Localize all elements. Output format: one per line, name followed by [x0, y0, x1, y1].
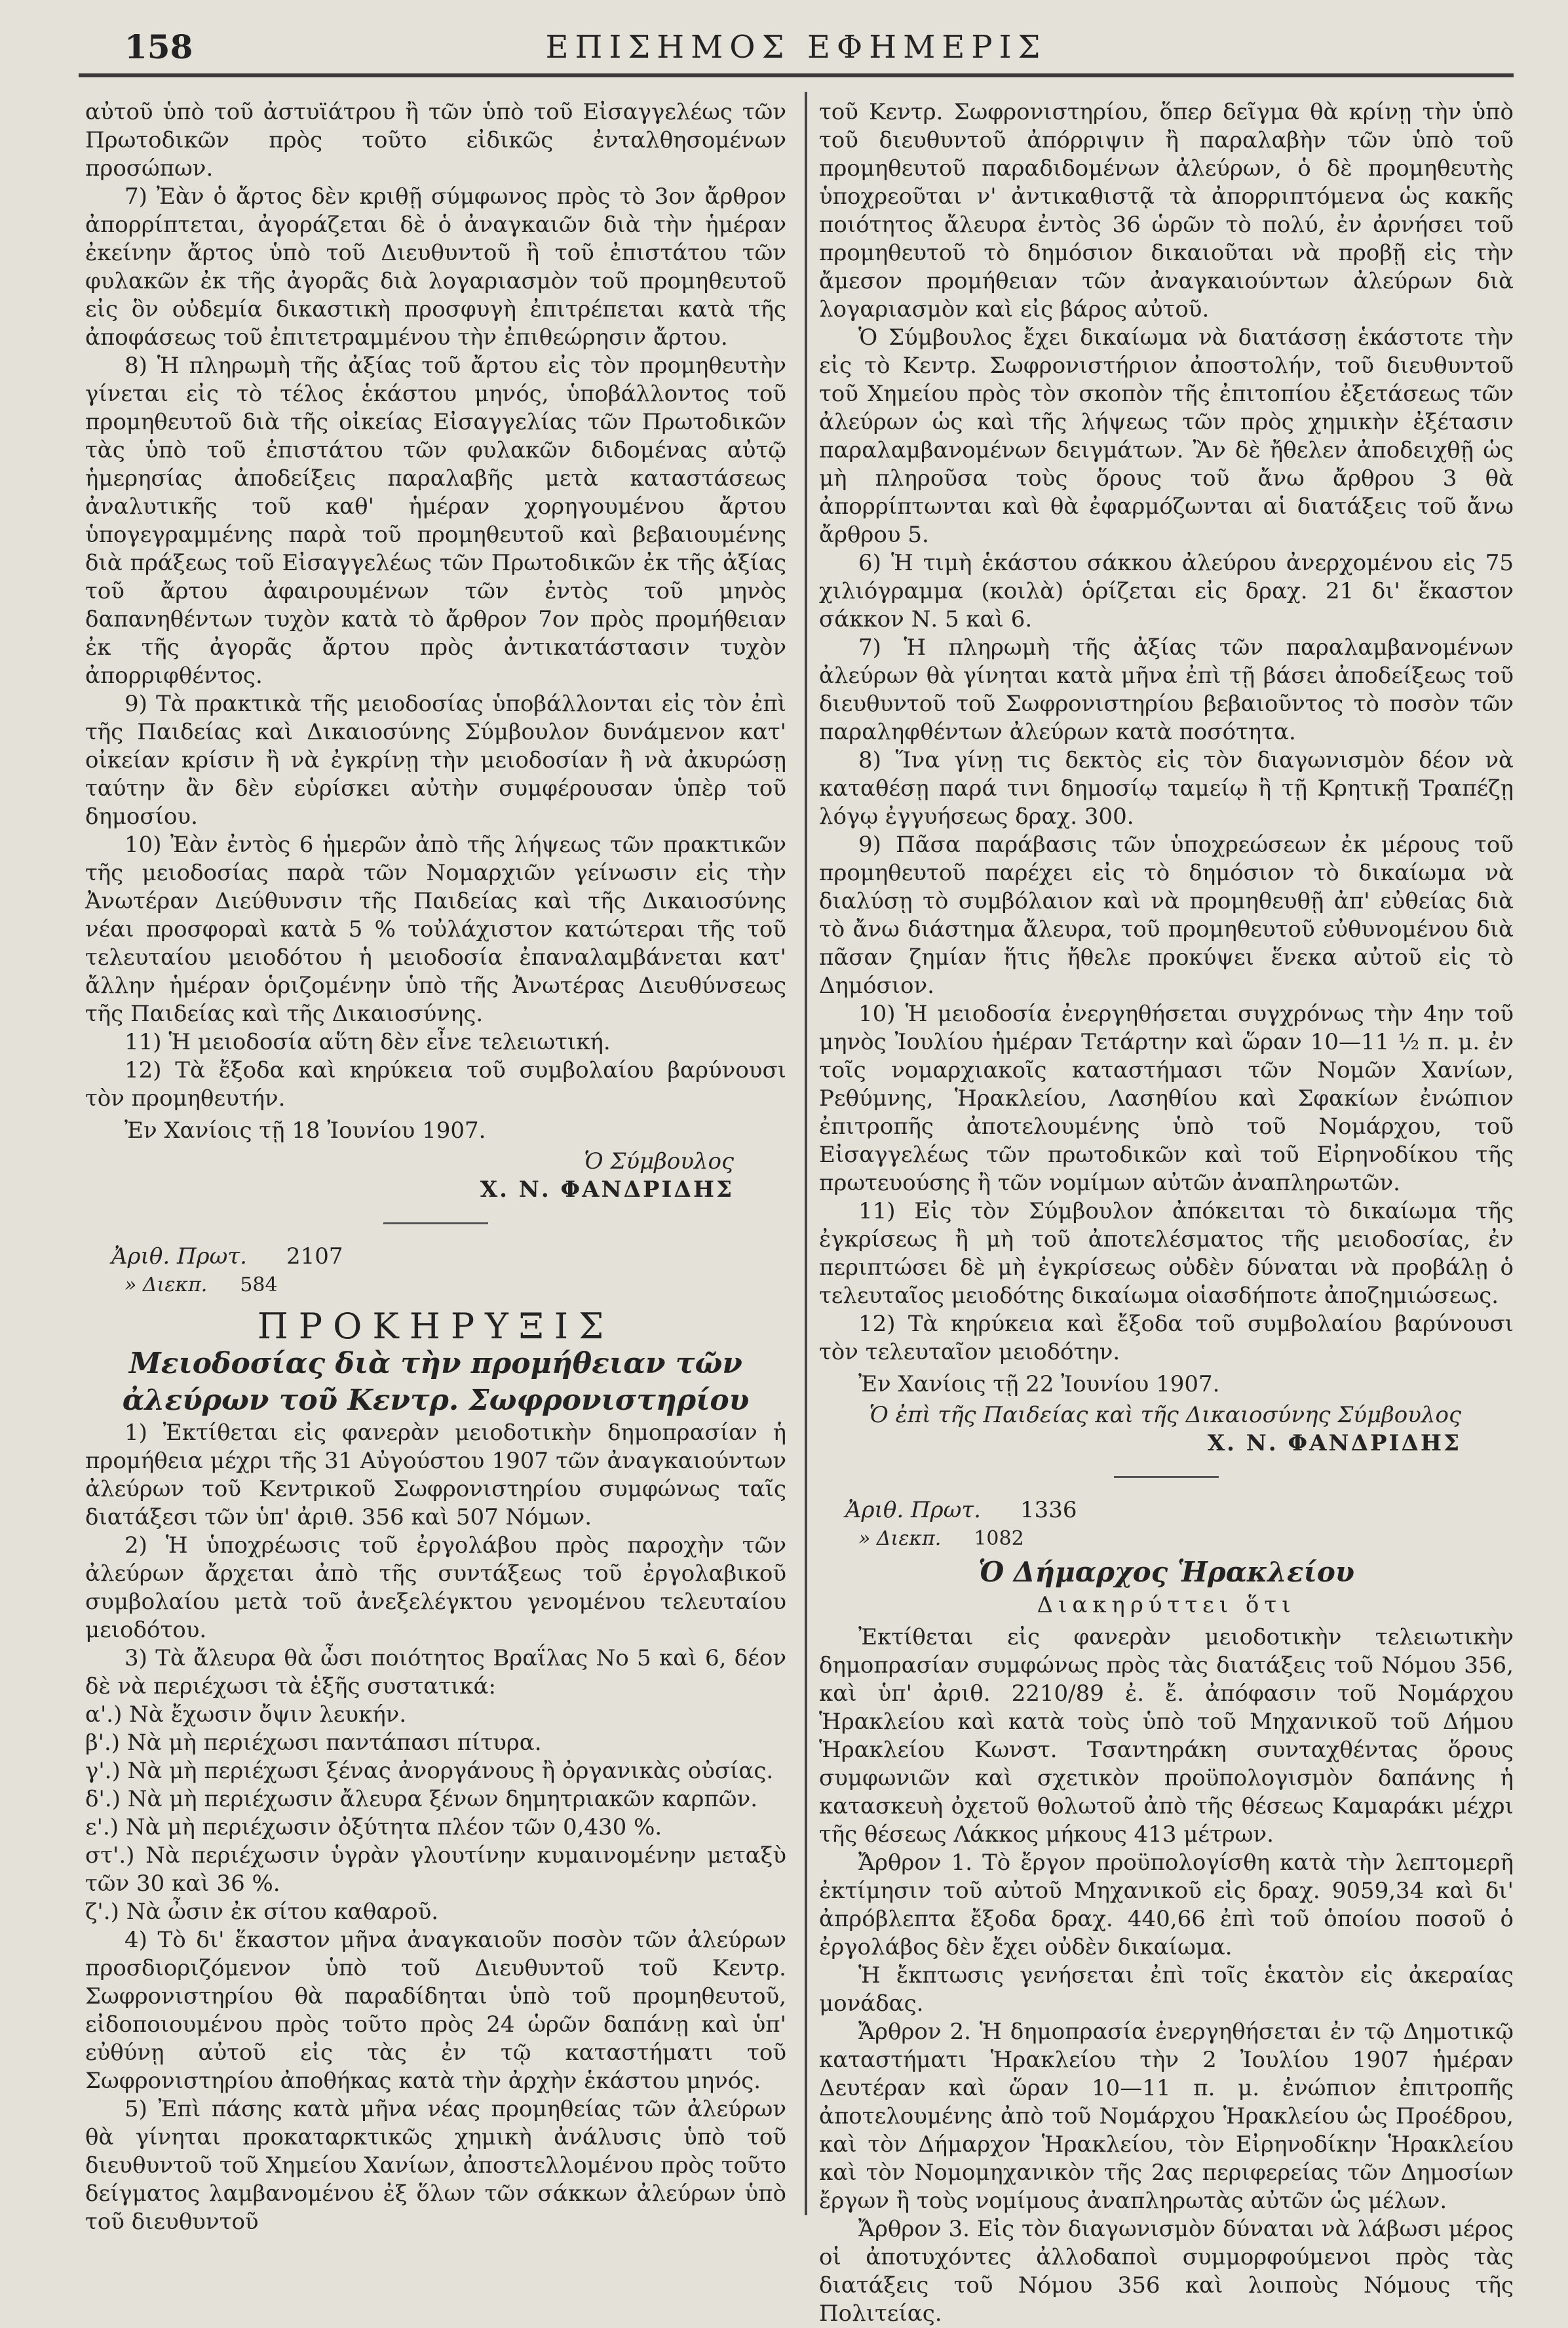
paragraph: Ἐκτίθεται εἰς φανερὰν μειοδοτικὴν τελειωτικὴν δημοπρασίαν συμφώνως πρὸς τὰς διατάξεις τοῦ Νόμου 356, καὶ ὑπ' ἀριθ. 2210/89 ἐ. ἔ. ἀπόφασιν τοῦ Νομάρχου Ἡρακλείου καὶ κατὰ τοὺς ὑπὸ τοῦ Μηχανικοῦ τοῦ Δήμου Ἡρακλείου Κωνστ. Τσαντηράκη συνταχθέντας ὅρους συμφωνιῶν καὶ σχετικὸν προϋπολογισμὸν δαπάνης ἡ κατασκευὴ ὀχετοῦ θολωτοῦ ἀπὸ τῆς θέσεως Καμαράκι μέχρι τῆς θέσεως Λάκκος μήκους 413 μέτρων. — [819, 1624, 1514, 1848]
list-item: ε'.) Νὰ μὴ περιέχωσιν ὀξύτητα πλέον τῶν 0,430 %. — [85, 1814, 662, 1840]
paragraph: 10) Ἐὰν ἐντὸς 6 ἡμερῶν ἀπὸ τῆς λήψεως τῶν πρακτικῶν τῆς μειοδοσίας παρὰ τῶν Νομαρχιῶν γείνωσιν εἰς τὴν Ἀνωτέραν Διεύθυνσιν τῆς Παιδείας καὶ τῆς Δικαιοσύνης νέαι προσφοραὶ κατὰ 5 % τοὐλάχιστον κατώτεραι τῆς τοῦ τελευταίου μειοδότου ἡ μειοδοσία ἐπαναλαμβάνεται κατ' ἄλλην ἡμέραν ὁριζομένην ὑπὸ τῆς Ἀνωτέρας Διευθύνσεως τῆς Παιδείας καὶ τῆς Δικαιοσύνης. — [85, 832, 786, 1027]
list-item: β'.) Νὰ μὴ περιέχωσι παντάπασι πίτυρα. — [85, 1730, 542, 1756]
proclamation-subtitle: Μειοδοσίας διὰ τὴν προμήθειαν τῶν ἀλεύρων τοῦ Κεντρ. Σωφρονιστηρίου — [122, 1347, 750, 1417]
signature-role: Ὁ Σύμβουλος — [584, 1148, 734, 1174]
paragraph: 5) Ἐπὶ πάσης κατὰ μῆνα νέας προμηθείας τῶν ἀλεύρων θὰ γίνηται προκαταρκτικῶς χημικὴ ἀνάλυσις ὑπὸ τοῦ διευθυντοῦ τοῦ Χημείου Χανίων, ἀποστελλομένου πρὸς τοῦτο δείγματος λαμβανομένου ἐξ ὅλων τῶν σάκκων ἀλεύρων ὑπὸ τοῦ διευθυντοῦ — [85, 2096, 786, 2235]
list-item: α'.) Νὰ ἔχωσιν ὄψιν λευκήν. — [85, 1701, 407, 1728]
list-item: δ'.) Νὰ μὴ περιέχωσιν ἄλευρα ξένων δημητριακῶν καρπῶν. — [85, 1786, 758, 1812]
list-item: ζ'.) Νὰ ὦσιν ἐκ σίτου καθαροῦ. — [85, 1899, 439, 1925]
paragraph: 11) Εἰς τὸν Σύμβουλον ἀπόκειται τὸ δικαίωμα τῆς ἐγκρίσεως ἢ μὴ τοῦ ἀποτελέσματος τῆς μειοδοσίας, ἐν περιπτώσει δὲ μὴ ἐγκρίσεως οὐδὲν δύναται νὰ προβάλῃ ὁ τελευταῖος μειοδότης δικαίωμα οἱασδήποτε ἀποζημιώσεως. — [819, 1198, 1514, 1309]
protocol-label: Ἀριθ. Πρωτ. — [111, 1243, 247, 1270]
paragraph: 9) Τὰ πρακτικὰ τῆς μειοδοσίας ὑποβάλλονται εἰς τὸν ἐπὶ τῆς Παιδείας καὶ Δικαιοσύνης Σύμβουλον δυνάμενον κατ' οἰκείαν κρίσιν ἢ νὰ ἐγκρίνῃ τὴν μειοδοσίαν ἢ νὰ ἀκυρώσῃ ταύτην ἂν δὲν εὑρίσκει αὐτὴν συμφέρουσαν ὑπὲρ τοῦ δημοσίου. — [85, 691, 786, 830]
dispatch-number: 1082 — [974, 1527, 1024, 1550]
mayor-heading: Ὁ Δήμαρχος Ἡρακλείου — [978, 1556, 1354, 1588]
paragraph: 1) Ἐκτίθεται εἰς φανερὰν μειοδοτικὴν δημοπρασίαν ἡ προμήθεια μέχρι τῆς 31 Αὐγούστου 1907 τῶν ἀναγκαιούντων ἀλεύρων τοῦ Κεντρικοῦ Σωφρονιστηρίου συμφώνως ταῖς διατάξεσι τῶν ὑπ' ἀριθ. 356 καὶ 507 Νόμων. — [85, 1420, 786, 1530]
paragraph: 3) Τὰ ἄλευρα θὰ ὦσι ποιότητος Βραΐλας Νο 5 καὶ 6, δέον δὲ νὰ περιέχωσι τὰ ἑξῆς συστατικά: — [85, 1645, 786, 1699]
paragraph: τοῦ Κεντρ. Σωφρονιστηρίου, ὅπερ δεῖγμα θὰ κρίνῃ τὴν ὑπὸ τοῦ διευθυντοῦ ἀπόρριψιν ἢ παραλαβὴν τῶν ὑπὸ τοῦ προμηθευτοῦ παραδιδομένων ἀλεύρων, ὁ δὲ προμηθευτὴς ὑποχρεοῦται ν' ἀντικαθιστᾷ τὰ ἀπορριπτόμενα ὡς κακῆς ποιότητος ἄλευρα ἐντὸς 36 ὡρῶν τὸ πολύ, ἐν ἀρνήσει τοῦ προμηθευτοῦ τὸ δημόσιον δικαιοῦται νὰ προβῇ εἰς τὴν ἄμεσον προμήθειαν τῶν ἀναγκαιούντων ἀλεύρων διὰ λογαριασμὸν καὶ εἰς βάρος αὐτοῦ. — [819, 99, 1514, 322]
separator — [383, 1222, 488, 1224]
protocol-label: Ἀριθ. Πρωτ. — [845, 1497, 981, 1523]
dispatch-number-line — [858, 1524, 1514, 1553]
paragraph: Ἄρθρον 2. Ἡ δημοπρασία ἐνεργηθήσεται ἐν τῷ Δημοτικῷ καταστήματι Ἡρακλείου τὴν 2 Ἰουλίου 1907 ἡμέραν Δευτέραν καὶ ὥραν 10—11 π. μ. ἐνώπιον ἐπιτροπῆς ἀποτελουμένης ἀπὸ τοῦ Νομάρχου Ἡρακλείου ὡς Προέδρου, καὶ τὸν Δήμαρχον Ἡρακλείου, τὸν Εἰρηνοδίκην Ἡρακλείου καὶ τὸν Νομομηχανικὸν τῆς 2ας περιφερείας τῶν Δημοσίων ἔργων ἢ τοὺς νομίμους ἀναπληρωτὰς αὐτῶν ὡς μέλων. — [819, 2019, 1514, 2214]
signature-block — [85, 1148, 734, 1204]
journal-title: ΕΠΙΣΗΜΟΣ ΕΦΗΜΕΡΙΣ — [545, 29, 1047, 66]
list-item: στ'.) Νὰ περιέχωσιν ὑγρὰν γλουτίνην κυμαινομένην μεταξὺ τῶν 30 καὶ 36 %. — [85, 1842, 786, 1897]
paragraph: 8) Ἡ πληρωμὴ τῆς ἀξίας τοῦ ἄρτου εἰς τὸν προμηθευτὴν γίνεται εἰς τὸ τέλος ἑκάστου μηνός, ὑποβάλλοντος τοῦ προμηθευτοῦ διὰ τῆς οἰκείας Εἰσαγγελίας τῶν Πρωτοδικῶν τὰς ὑπὸ τοῦ ἐπιστάτου τῶν φυλακῶν διδομένας αὐτῷ ἡμερησίας ἀποδείξεις παραλαβῆς μετὰ καταστάσεως ἀναλυτικῆς τοῦ καθ' ἡμέραν χορηγουμένου ἄρτου ὑπογεγραμμένης παρὰ τοῦ προμηθευτοῦ καὶ βεβαιουμένης διὰ πράξεως τοῦ Εἰσαγγελέως τῶν Πρωτοδικῶν ἐκ τῆς ἀξίας τοῦ ἄρτου ἀφαιρουμένων τῶν ἐντὸς τοῦ μηνὸς δαπανηθέντων τυχὸν κατὰ τὸ ἄρθρον 7ον πρὸς προμήθειαν ἐκ τῆς ἀγορᾶς ἄρτου πρὸς ἀντικατάστασιν τυχὸν ἀπορριφθέντος. — [85, 353, 786, 689]
page-header — [79, 24, 1514, 66]
protocol-number-line — [111, 1243, 786, 1271]
proclamation-title: ΠΡΟΚΗΡΥΞΙΣ — [257, 1306, 615, 1347]
left-column — [85, 98, 786, 2236]
paragraph: 12) Τὰ κηρύκεια καὶ ἔξοδα τοῦ συμβολαίου βαρύνουσι τὸν τελευταῖον μειοδότην. — [819, 1311, 1514, 1365]
separator — [1114, 1476, 1219, 1478]
date-line: Ἐν Χανίοις τῇ 18 Ἰουνίου 1907. — [124, 1117, 486, 1144]
dispatch-number-line — [124, 1271, 786, 1299]
paragraph: Ἄρθρον 1. Τὸ ἔργον προϋπολογίσθη κατὰ τὴν λεπτομερῆ ἐκτίμησιν τοῦ αὐτοῦ Μηχανικοῦ εἰς δραχ. 9059,34 καὶ δι' ἀπρόβλεπτα ἔξοδα δραχ. 440,66 ἐπὶ τοῦ ὁποίου ποσοῦ ὁ ἐργολάβος δὲν ἔχει οὐδὲν δικαίωμα. — [819, 1850, 1514, 1960]
paragraph: 2) Ἡ ὑποχρέωσις τοῦ ἐργολάβου πρὸς παροχὴν τῶν ἀλεύρων ἄρχεται ἀπὸ τῆς συντάξεως τοῦ ἐργολαβικοῦ συμβολαίου μετὰ τοῦ ἀνεξελέγκτου γενομένου τελευταίου μειοδότου. — [85, 1532, 786, 1643]
paragraph: 7) Ἐὰν ὁ ἄρτος δὲν κριθῇ σύμφωνος πρὸς τὸ 3ον ἄρθρον ἀπορρίπτεται, ἀγοράζεται δὲ ὁ ἀναγκαιῶν διὰ τὴν ἡμέραν ἐκείνην ἄρτος ὑπὸ τοῦ Διευθυντοῦ ἢ τοῦ ἐπιστάτου τῶν φυλακῶν ἐκ τῆς ἀγορᾶς διὰ λογαριασμὸν τοῦ προμηθευτοῦ εἰς ὃν οὐδεμία δικαστικὴ προσφυγὴ ἐπιτρέπεται κατὰ τῆς ἀποφάσεως τοῦ ἐπιτετραμμένου τὴν ἐπιθεώρησιν ἄρτου. — [85, 184, 786, 351]
protocol-number-line — [845, 1496, 1514, 1524]
header-rule — [79, 73, 1514, 77]
right-column — [819, 98, 1514, 2328]
paragraph: 8) Ἵνα γίνῃ τις δεκτὸς εἰς τὸν διαγωνισμὸν δέον νὰ καταθέσῃ παρά τινι δημοσίῳ ταμείῳ ἢ τῇ Κρητικῇ Τραπέζῃ λόγῳ ἐγγυήσεως δραχ. 300. — [819, 747, 1514, 830]
paragraph: Ἡ ἔκπτωσις γενήσεται ἐπὶ τοῖς ἑκατὸν εἰς ἀκεραίας μονάδας. — [819, 1962, 1514, 2017]
paragraph: 6) Ἡ τιμὴ ἑκάστου σάκκου ἀλεύρου ἀνερχομένου εἰς 75 χιλιόγραμμα (κοιλὰ) ὁρίζεται εἰς δραχ. 21 δι' ἕκαστον σάκκον Ν. 5 καὶ 6. — [819, 550, 1514, 632]
paragraph: 11) Ἡ μειοδοσία αὕτη δὲν εἶνε τελειωτική. — [124, 1029, 611, 1055]
paragraph: Ἄρθρον 3. Εἰς τὸν διαγωνισμὸν δύναται νὰ λάβωσι μέρος οἱ ἀποτυχόντες ἀλλοδαποὶ συμμορφούμενοι πρὸς τὰς διατάξεις τοῦ Νόμου 356 καὶ λοιποὺς Νόμους τῆς Πολιτείας. — [819, 2216, 1514, 2327]
signature-name: Χ. Ν. ΦΑΝΔΡΙΔΗΣ — [1207, 1430, 1461, 1456]
signature-role: Ὁ ἐπὶ τῆς Παιδείας καὶ τῆς Δικαιοσύνης Σύμβουλος — [869, 1402, 1461, 1428]
paragraph: 9) Πᾶσα παράβασις τῶν ὑποχρεώσεων ἐκ μέρους τοῦ προμηθευτοῦ παρέχει εἰς τὸ δημόσιον τὸ δικαίωμα νὰ διαλύσῃ τὸ συμβόλαιον καὶ νὰ προμηθευθῇ ἀπ' εὐθείας διὰ τὸ ἄνω διάστημα ἄλευρα, τοῦ προμηθευτοῦ εὐθυνομένου διὰ πᾶσαν ζημίαν ἥτις ἤθελε προκύψει ἕνεκα αὐτοῦ εἰς τὸ Δημόσιον. — [819, 832, 1514, 999]
signature-name: Χ. Ν. ΦΑΝΔΡΙΔΗΣ — [480, 1176, 734, 1203]
protocol-number: 2107 — [286, 1243, 343, 1270]
date-line: Ἐν Χανίοις τῇ 22 Ἰουνίου 1907. — [858, 1371, 1220, 1397]
paragraph: Ὁ Σύμβουλος ἔχει δικαίωμα νὰ διατάσσῃ ἑκάστοτε τὴν εἰς τὸ Κεντρ. Σωφρονιστήριον ἀποστολήν, τοῦ διευθυντοῦ τοῦ Χημείου πρὸς τὸν σκοπὸν τῆς ἐπιτοπίου ἐξετάσεως τῶν ἀλεύρων ὡς καὶ τῆς λήψεως τῶν πρὸς χημικὴν ἐξέτασιν παραλαμβανομένων δειγμάτων. Ἂν δὲ ἤθελεν ἀποδειχθῇ ὡς μὴ πληροῦσα τοὺς ὅρους τοῦ ἄνω ἄρθρου 3 θὰ ἀπορρίπτωνται καὶ θὰ ἐφαρμόζωνται αἱ διατάξεις τοῦ ἄνω ἄρθρου 5. — [819, 324, 1514, 548]
list-item: γ'.) Νὰ μὴ περιέχωσι ξένας ἀνοργάνους ἢ ὀργανικὰς οὐσίας. — [85, 1758, 774, 1784]
paragraph: αὐτοῦ ὑπὸ τοῦ ἀστυϊάτρου ἢ τῶν ὑπὸ τοῦ Εἰσαγγελέως τῶν Πρωτοδικῶν πρὸς τοῦτο εἰδικῶς ἐνταλθησομένων προσώπων. — [85, 99, 786, 182]
paragraph: 4) Τὸ δι' ἕκαστον μῆνα ἀναγκαιοῦν ποσὸν τῶν ἀλεύρων προσδιοριζόμενον ὑπὸ τοῦ Διευθυντοῦ τοῦ Κεντρ. Σωφρονιστηρίου θὰ παραδίδηται ὑπὸ τοῦ προμηθευτοῦ, εἰδοποιουμένου πρὸς τοῦτο πρὸς 24 ὡρῶν δαπάνῃ καὶ ὑπ' εὐθύνῃ αὐτοῦ εἰς τὰς ἐν τῷ καταστήματι τοῦ Σωφρονιστηρίου ἀποθήκας κατὰ τὴν ἀρχὴν ἑκάστου μηνός. — [85, 1927, 786, 2094]
announcement-line: Διακηρύττει ὅτι — [1037, 1592, 1296, 1618]
paragraph: 7) Ἡ πληρωμὴ τῆς ἀξίας τῶν παραλαμβανομένων ἀλεύρων θὰ γίνηται κατὰ μῆνα ἐπὶ τῇ βάσει ἀποδείξεως τοῦ διευθυντοῦ τοῦ Σωφρονιστηρίου βεβαιοῦντος τὸ ποσὸν τῶν παραληφθέντων ἀλεύρων κατὰ ποσότητα. — [819, 634, 1514, 745]
paragraph: 10) Ἡ μειοδοσία ἐνεργηθήσεται συγχρόνως τὴν 4ην τοῦ μηνὸς Ἰουλίου ἡμέραν Τετάρτην καὶ ὥραν 10—11 ½ π. μ. ἐν τοῖς νομαρχιακοῖς καταστήμασι τῶν Νομῶν Χανίων, Ρεθύμνης, Ἡρακλείου, Λασηθίου καὶ Σφακίων ἐνώπιον ἐπιτροπῆς ἀποτελουμένης ὑπὸ τοῦ Νομάρχου, τοῦ Εἰσαγγελέως τῶν πρωτοδικῶν καὶ τοῦ Εἰρηνοδίκου τῆς πρωτευούσης ἢ τῶν νομίμων αὐτῶν ἀναπληρωτῶν. — [819, 1001, 1514, 1196]
dispatch-label: » Διεκπ. — [858, 1527, 942, 1550]
protocol-number: 1336 — [1020, 1497, 1077, 1523]
signature-block — [819, 1401, 1461, 1458]
dispatch-number: 584 — [240, 1273, 278, 1296]
dispatch-label: » Διεκπ. — [124, 1273, 208, 1296]
paragraph: 12) Τὰ ἔξοδα καὶ κηρύκεια τοῦ συμβολαίου βαρύνουσι τὸν προμηθευτήν. — [85, 1057, 786, 1112]
column-divider — [805, 92, 807, 2215]
page-number: 158 — [124, 28, 193, 66]
